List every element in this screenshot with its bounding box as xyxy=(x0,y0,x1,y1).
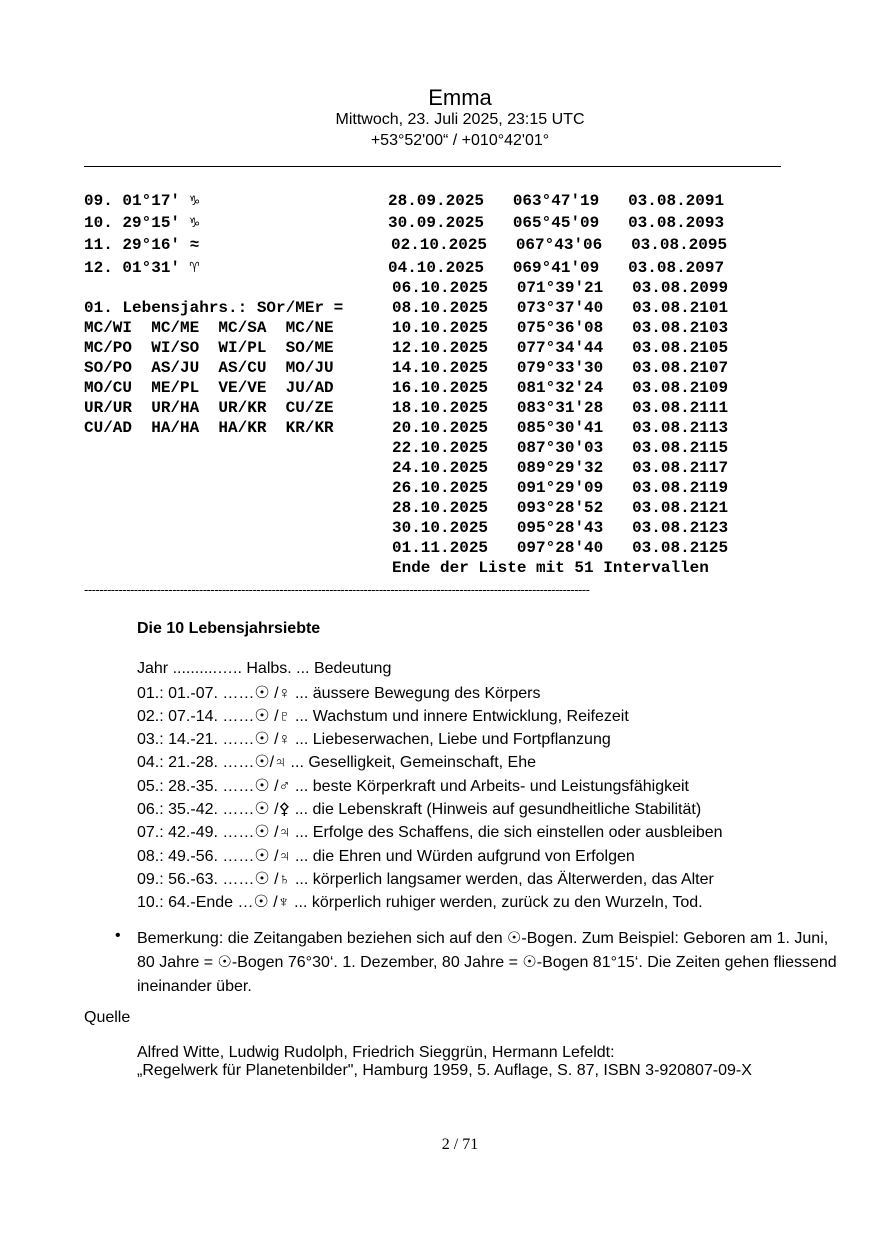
sun-icon: ☉ xyxy=(254,729,270,748)
table-header: Jahr ..........….. Halbs. ... Bedeutung xyxy=(137,660,392,677)
page-title: Emma xyxy=(428,85,492,110)
remark-paragraph: Bemerkung: die Zeitangaben beziehen sich auf den ☉-Bogen. Zum Beispiel: Geboren am 1. Juni, 80 Jahre = ☉-Bogen 76°30‘. 1. Dezember, 80 Jahre = ☉-Bogen 81°15‘. Die Zeiten gehen fliessend ineinander über. xyxy=(137,930,837,995)
interval-row: 08.10.2025 073°37'40 03.08.2101 xyxy=(392,299,729,317)
age-row: 04.: 21.-28. ……☉/♃ ... Geselligkeit, Gemeinschaft, Ehe xyxy=(137,752,536,771)
sun-icon: ☉ xyxy=(254,752,270,771)
age-row: 09.: 56.-63. ……☉ /♄ ... körperlich langsamer werden, das Älterwerden, das Alter xyxy=(137,869,714,888)
age-row: 08.: 49.-56. ……☉ /♃ ... die Ehren und Würden aufgrund von Erfolgen xyxy=(137,846,635,865)
saturn-icon: ♄ xyxy=(278,871,291,888)
sun-icon: ☉ xyxy=(254,799,270,818)
pair-row: CU/AD HA/HA HA/KR KR/KR xyxy=(84,419,334,437)
interval-row: 02.10.2025 067°43'06 03.08.2095 xyxy=(391,236,728,254)
pair-row: MC/WI MC/ME MC/SA MC/NE xyxy=(84,319,334,337)
pair-row: MO/CU ME/PL VE/VE JU/AD xyxy=(84,379,334,397)
lebensjahr-line: 01. Lebensjahrs.: SOr/MEr = xyxy=(84,299,344,317)
venus-icon: ♀ xyxy=(278,685,291,702)
capricorn-icon: ♑ xyxy=(189,192,200,210)
source-citation xyxy=(137,1044,837,1080)
list-end-note: Ende der Liste mit 51 Intervallen xyxy=(392,559,709,577)
interval-row: 24.10.2025 089°29'32 03.08.2117 xyxy=(392,459,729,477)
interval-row: 28.10.2025 093°28'52 03.08.2121 xyxy=(392,499,729,517)
jupiter-icon: ♃ xyxy=(278,824,291,841)
bullet-icon: • xyxy=(115,927,121,944)
page-number: 2 / 71 xyxy=(441,1136,479,1153)
aquarius-icon: ≈ xyxy=(189,236,200,254)
source-label: Quelle xyxy=(84,1009,131,1026)
age-row: 02.: 07.-14. ……☉ /♇ ... Wachstum und innere Entwicklung, Reifezeit xyxy=(137,706,629,725)
house-row: 09. 01°17' ♑ xyxy=(84,192,200,210)
mars-icon: ♂ xyxy=(278,778,291,795)
interval-row: 01.11.2025 097°28'40 03.08.2125 xyxy=(392,539,729,557)
interval-row: 28.09.2025 063°47'19 03.08.2091 xyxy=(388,192,725,210)
interval-row: 30.09.2025 065°45'09 03.08.2093 xyxy=(388,214,725,232)
house-row: 10. 29°15' ♑ xyxy=(84,214,200,232)
apollon-icon: ⚴ xyxy=(278,801,291,818)
age-row: 06.: 35.-42. ……☉ /⚴ ... die Lebenskraft (Hinweis auf gesundheitliche Stabilität) xyxy=(137,799,702,818)
age-row: 10.: 64.-Ende …☉ /♆ ... körperlich ruhiger werden, zurück zu den Wurzeln, Tod. xyxy=(137,892,703,911)
dashed-divider: ------------------------------------------------------------------------------------------------------------------------------------ xyxy=(84,582,590,597)
interval-row: 12.10.2025 077°34'44 03.08.2105 xyxy=(392,339,729,357)
header-divider xyxy=(84,166,781,167)
age-row: 07.: 42.-49. ……☉ /♃ ... Erfolge des Schaffens, die sich einstellen oder ausbleiben xyxy=(137,822,723,841)
pair-row: UR/UR UR/HA UR/KR CU/ZE xyxy=(84,399,334,417)
sun-icon: ☉ xyxy=(254,706,270,725)
neptune-icon: ♆ xyxy=(277,894,290,911)
sun-icon: ☉ xyxy=(254,869,270,888)
interval-row: 30.10.2025 095°28'43 03.08.2123 xyxy=(392,519,729,537)
sun-icon: ☉ xyxy=(254,776,270,795)
jupiter-icon: ♃ xyxy=(274,754,287,771)
interval-row: 18.10.2025 083°31'28 03.08.2111 xyxy=(392,399,729,417)
pair-row: MC/PO WI/SO WI/PL SO/ME xyxy=(84,339,334,357)
interval-row: 26.10.2025 091°29'09 03.08.2119 xyxy=(392,479,729,497)
interval-row: 06.10.2025 071°39'21 03.08.2099 xyxy=(392,279,729,297)
source-line-2: „Regelwerk für Planetenbilder", Hamburg 1959, 5. Auflage, S. 87, ISBN 3-920807-09-X xyxy=(137,1062,752,1079)
interval-row: 22.10.2025 087°30'03 03.08.2115 xyxy=(392,439,729,457)
aries-icon: ♈ xyxy=(189,259,200,277)
chart-datetime: Mittwoch, 23. Juli 2025, 23:15 UTC xyxy=(335,111,585,128)
interval-row: 14.10.2025 079°33'30 03.08.2107 xyxy=(392,359,729,377)
section-title: Die 10 Lebensjahrsiebte xyxy=(137,620,321,637)
sun-icon: ☉ xyxy=(254,846,270,865)
sun-icon: ☉ xyxy=(254,822,270,841)
interval-row: 04.10.2025 069°41'09 03.08.2097 xyxy=(388,259,725,277)
jupiter-icon: ♃ xyxy=(278,848,291,865)
age-row: 05.: 28.-35. ……☉ /♂ ... beste Körperkraft und Arbeits- und Leistungsfähigkeit xyxy=(137,776,689,795)
interval-row: 16.10.2025 081°32'24 03.08.2109 xyxy=(392,379,729,397)
source-line-1: Alfred Witte, Ludwig Rudolph, Friedrich Sieggrün, Hermann Lefeldt: xyxy=(137,1044,615,1061)
house-row: 11. 29°16' ≈ xyxy=(84,236,200,254)
capricorn-icon: ♑ xyxy=(189,214,200,232)
sun-icon: ☉ xyxy=(254,683,270,702)
sun-icon: ☉ xyxy=(253,892,269,911)
pluto-icon: ♇ xyxy=(278,708,291,725)
interval-row: 10.10.2025 075°36'08 03.08.2103 xyxy=(392,319,729,337)
house-row: 12. 01°31' ♈ xyxy=(84,259,200,277)
age-row: 01.: 01.-07. ……☉ /♀ ... äussere Bewegung des Körpers xyxy=(137,683,541,702)
pair-row: SO/PO AS/JU AS/CU MO/JU xyxy=(84,359,334,377)
chart-coordinates: +53°52'00“ / +010°42'01° xyxy=(370,132,550,149)
venus-icon: ♀ xyxy=(278,731,291,748)
interval-row: 20.10.2025 085°30'41 03.08.2113 xyxy=(392,419,729,437)
age-row: 03.: 14.-21. ……☉ /♀ ... Liebeserwachen, Liebe und Fortpflanzung xyxy=(137,729,611,748)
